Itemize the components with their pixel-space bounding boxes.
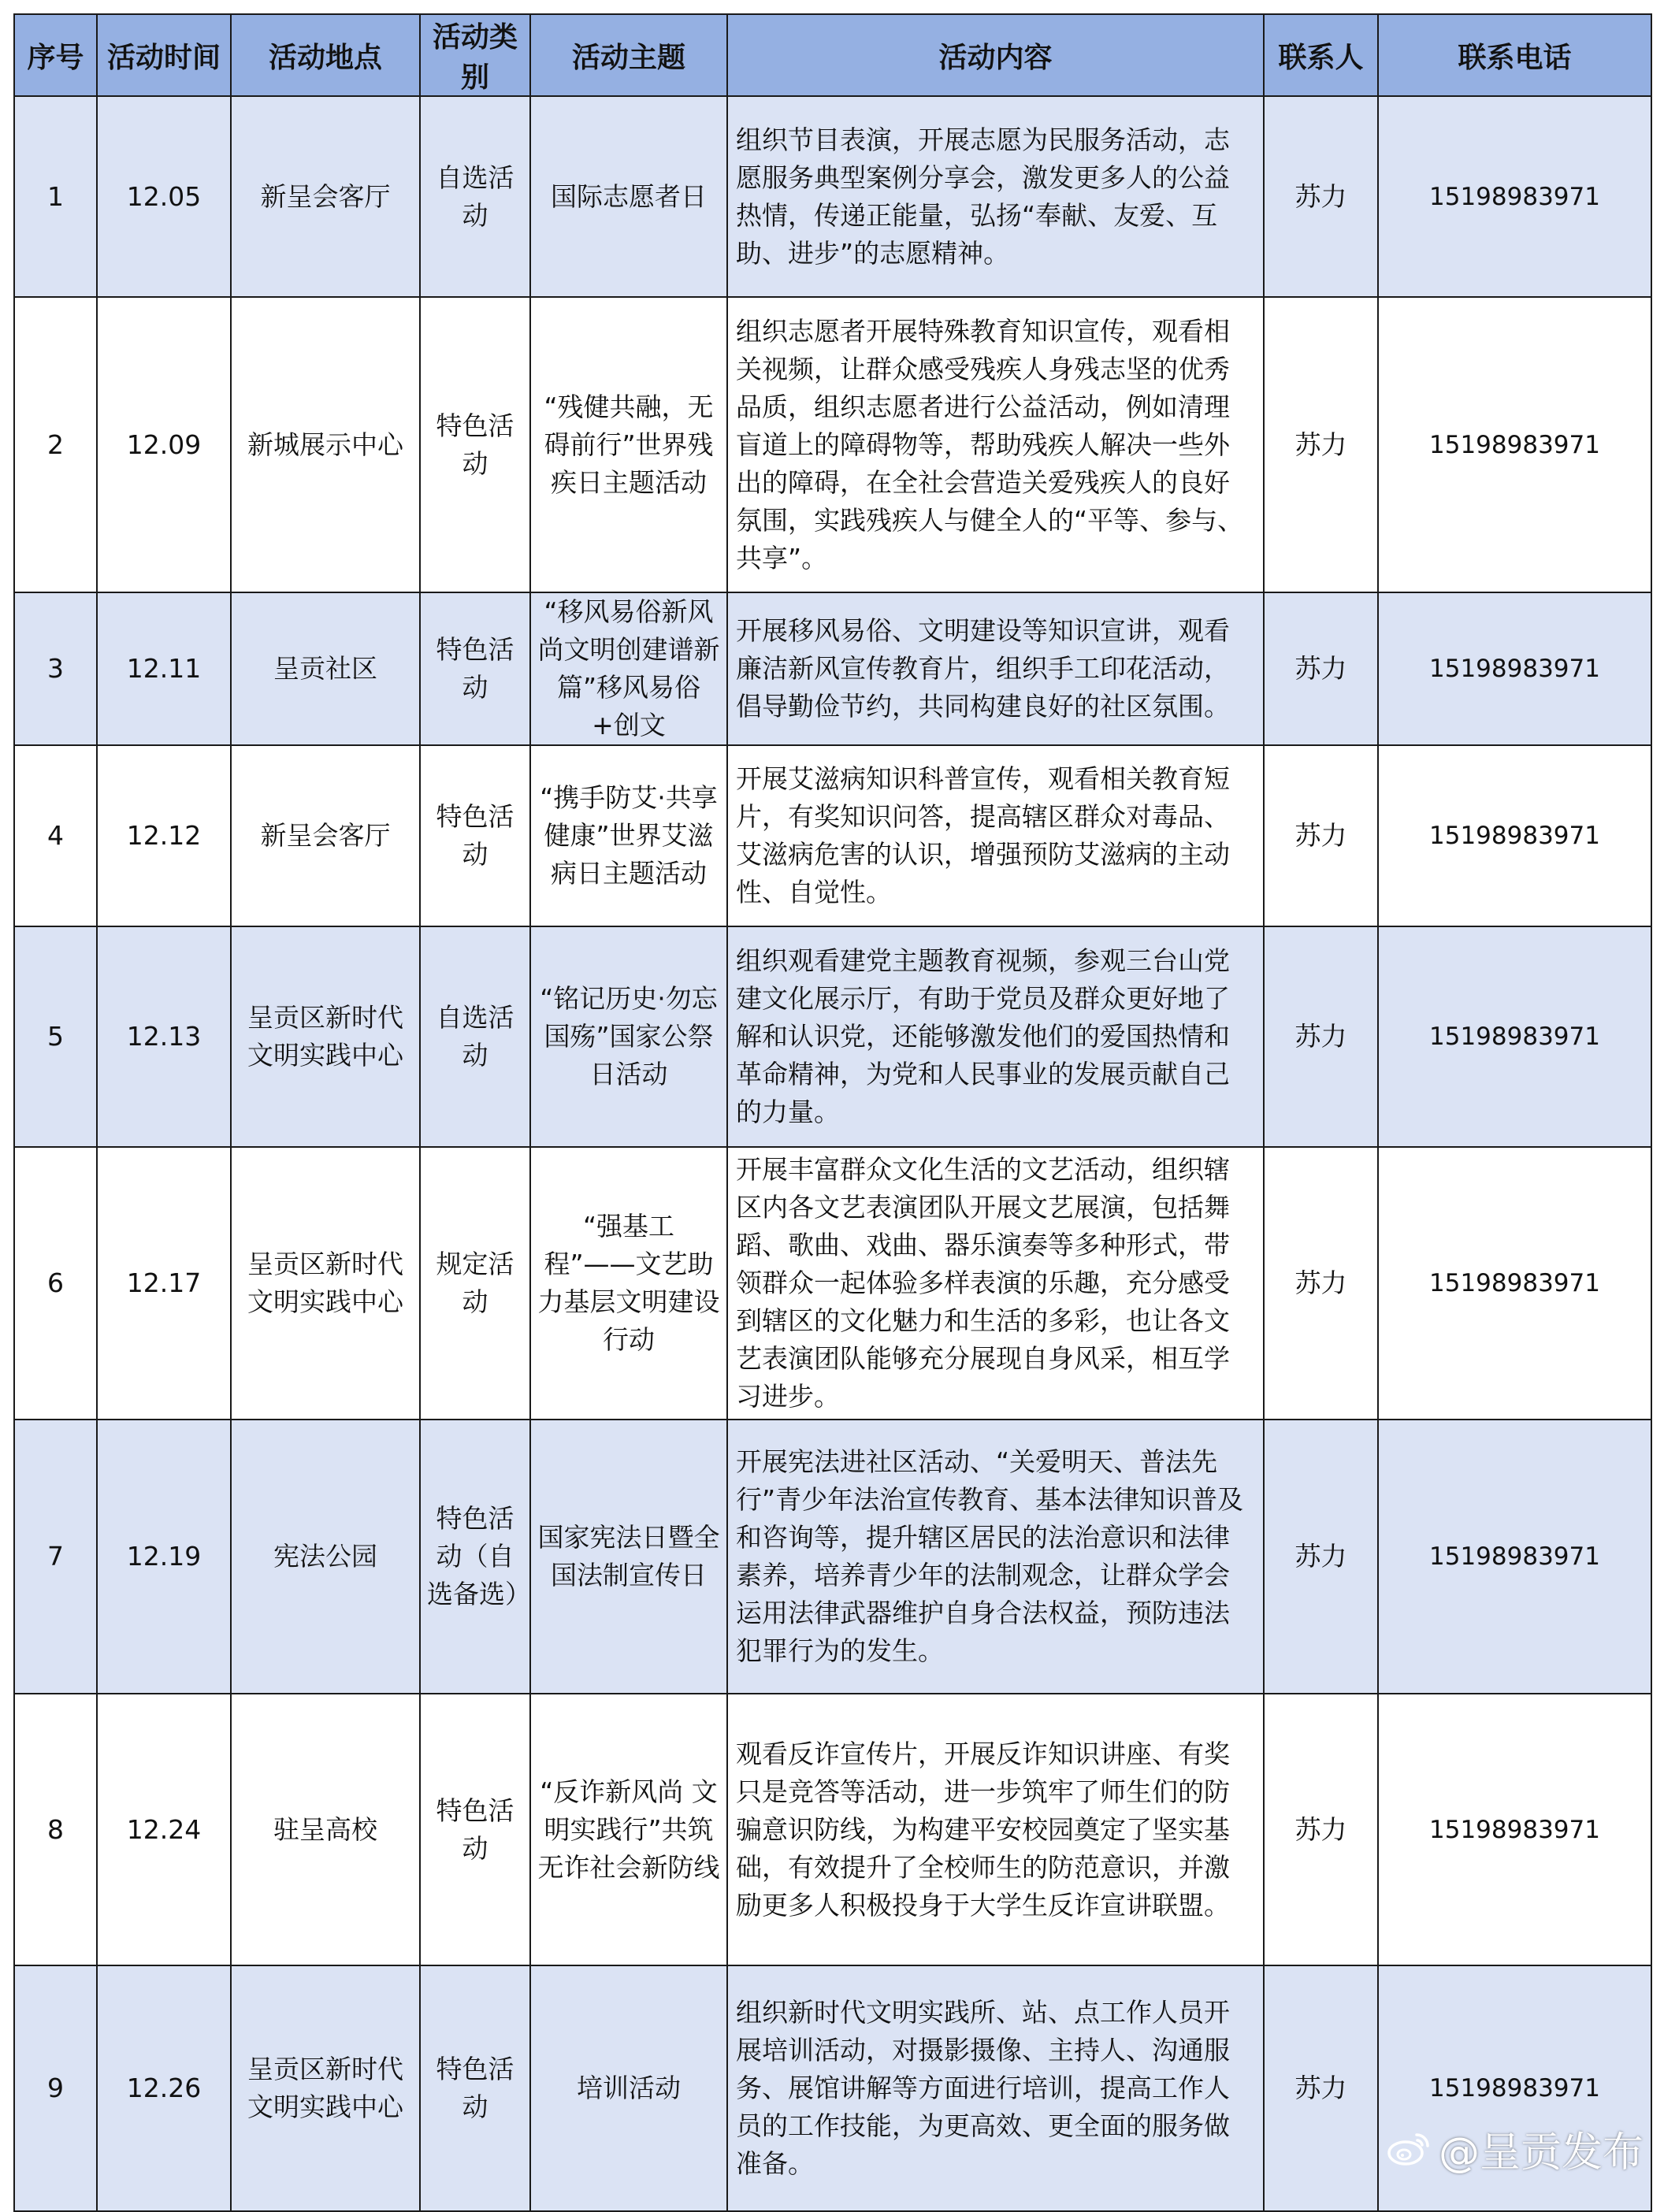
cell-time: 12.05 — [97, 96, 231, 297]
header-theme: 活动主题 — [530, 14, 727, 96]
cell-serial: 2 — [14, 297, 97, 592]
cell-phone: 15198983971 — [1378, 1965, 1651, 2211]
cell-content: 组织观看建党主题教育视频，参观三台山党建文化展示厅，有助于党员及群众更好地了解和认识党，还能够激发他们的爱国热情和革命精神，为党和人民事业的发展贡献自己的力量。 — [727, 926, 1264, 1147]
cell-serial: 8 — [14, 1694, 97, 1965]
activity-schedule-table — [13, 13, 1652, 2212]
cell-theme: 培训活动 — [530, 1965, 727, 2211]
table-row — [14, 1147, 1651, 1420]
cell-phone: 15198983971 — [1378, 926, 1651, 1147]
cell-time: 12.24 — [97, 1694, 231, 1965]
table-row — [14, 1420, 1651, 1694]
header-content: 活动内容 — [727, 14, 1264, 96]
cell-serial: 1 — [14, 96, 97, 297]
cell-content: 开展移风易俗、文明建设等知识宣讲，观看廉洁新风宣传教育片，组织手工印花活动，倡导勤俭节约，共同构建良好的社区氛围。 — [727, 592, 1264, 745]
cell-theme: “残健共融，无碍前行”世界残疾日主题活动 — [530, 297, 727, 592]
header-category: 活动类别 — [420, 14, 530, 96]
cell-serial: 9 — [14, 1965, 97, 2211]
cell-serial: 3 — [14, 592, 97, 745]
cell-phone: 15198983971 — [1378, 1694, 1651, 1965]
cell-theme: “铭记历史·勿忘国殇”国家公祭日活动 — [530, 926, 727, 1147]
cell-theme: “携手防艾·共享健康”世界艾滋病日主题活动 — [530, 745, 727, 926]
cell-contact: 苏力 — [1264, 592, 1378, 745]
cell-category: 自选活动 — [420, 96, 530, 297]
cell-category: 特色活动 — [420, 592, 530, 745]
cell-contact: 苏力 — [1264, 1694, 1378, 1965]
cell-place: 驻呈高校 — [231, 1694, 420, 1965]
cell-phone: 15198983971 — [1378, 745, 1651, 926]
cell-contact: 苏力 — [1264, 96, 1378, 297]
cell-place: 呈贡区新时代文明实践中心 — [231, 926, 420, 1147]
weibo-watermark — [1385, 2123, 1644, 2177]
table-row — [14, 1694, 1651, 1965]
cell-category: 特色活动 — [420, 1965, 530, 2211]
cell-place: 呈贡区新时代文明实践中心 — [231, 1965, 420, 2211]
table-header-row — [14, 14, 1651, 96]
cell-phone: 15198983971 — [1378, 592, 1651, 745]
table-row — [14, 926, 1651, 1147]
cell-category: 特色活动（自选备选） — [420, 1420, 530, 1694]
cell-contact: 苏力 — [1264, 1420, 1378, 1694]
table-row — [14, 96, 1651, 297]
cell-phone: 15198983971 — [1378, 297, 1651, 592]
cell-theme: “强基工程”——文艺助力基层文明建设行动 — [530, 1147, 727, 1420]
cell-theme: 国际志愿者日 — [530, 96, 727, 297]
table-row — [14, 745, 1651, 926]
cell-content: 开展宪法进社区活动、“关爱明天、普法先行”青少年法治宣传教育、基本法律知识普及和咨询等，提升辖区居民的法治意识和法律素养，培养青少年的法制观念，让群众学会运用法律武器维护自身合法权益，预防违法犯罪行为的发生。 — [727, 1420, 1264, 1694]
cell-time: 12.26 — [97, 1965, 231, 2211]
cell-contact: 苏力 — [1264, 926, 1378, 1147]
cell-time: 12.19 — [97, 1420, 231, 1694]
table-row — [14, 592, 1651, 745]
weibo-icon — [1385, 2128, 1432, 2168]
cell-serial: 7 — [14, 1420, 97, 1694]
cell-content: 组织新时代文明实践所、站、点工作人员开展培训活动，对摄影摄像、主持人、沟通服务、展馆讲解等方面进行培训，提高工作人员的工作技能，为更高效、更全面的服务做准备。 — [727, 1965, 1264, 2211]
cell-theme: “反诈新风尚 文明实践行”共筑无诈社会新防线 — [530, 1694, 727, 1965]
cell-place: 呈贡社区 — [231, 592, 420, 745]
header-serial: 序号 — [14, 14, 97, 96]
cell-serial: 5 — [14, 926, 97, 1147]
cell-time: 12.13 — [97, 926, 231, 1147]
cell-contact: 苏力 — [1264, 297, 1378, 592]
header-phone: 联系电话 — [1378, 14, 1651, 96]
cell-phone: 15198983971 — [1378, 96, 1651, 297]
cell-serial: 4 — [14, 745, 97, 926]
cell-category: 特色活动 — [420, 297, 530, 592]
cell-time: 12.09 — [97, 297, 231, 592]
cell-category: 特色活动 — [420, 1694, 530, 1965]
cell-content: 开展艾滋病知识科普宣传，观看相关教育短片，有奖知识问答，提高辖区群众对毒品、艾滋病危害的认识，增强预防艾滋病的主动性、自觉性。 — [727, 745, 1264, 926]
cell-place: 新城展示中心 — [231, 297, 420, 592]
cell-category: 特色活动 — [420, 745, 530, 926]
cell-place: 宪法公园 — [231, 1420, 420, 1694]
cell-place: 呈贡区新时代文明实践中心 — [231, 1147, 420, 1420]
cell-place: 新呈会客厅 — [231, 745, 420, 926]
header-place: 活动地点 — [231, 14, 420, 96]
cell-time: 12.17 — [97, 1147, 231, 1420]
cell-category: 自选活动 — [420, 926, 530, 1147]
cell-content: 组织节目表演，开展志愿为民服务活动，志愿服务典型案例分享会，激发更多人的公益热情，传递正能量，弘扬“奉献、友爱、互助、进步”的志愿精神。 — [727, 96, 1264, 297]
cell-contact: 苏力 — [1264, 1965, 1378, 2211]
cell-theme: “移风易俗新风尚文明创建谱新篇”移风易俗+创文 — [530, 592, 727, 745]
cell-content: 观看反诈宣传片，开展反诈知识讲座、有奖只是竞答等活动，进一步筑牢了师生们的防骗意识防线，为构建平安校园奠定了坚实基础，有效提升了全校师生的防范意识，并激励更多人积极投身于大学生反诈宣讲联盟。 — [727, 1694, 1264, 1965]
cell-phone: 15198983971 — [1378, 1420, 1651, 1694]
cell-time: 12.11 — [97, 592, 231, 745]
cell-content: 开展丰富群众文化生活的文艺活动，组织辖区内各文艺表演团队开展文艺展演，包括舞蹈、歌曲、戏曲、器乐演奏等多种形式，带领群众一起体验多样表演的乐趣，充分感受到辖区的文化魅力和生活的多彩，也让各文艺表演团队能够充分展现自身风采，相互学习进步。 — [727, 1147, 1264, 1420]
header-contact: 联系人 — [1264, 14, 1378, 96]
cell-place: 新呈会客厅 — [231, 96, 420, 297]
table-row — [14, 1965, 1651, 2211]
cell-category: 规定活动 — [420, 1147, 530, 1420]
cell-theme: 国家宪法日暨全国法制宣传日 — [530, 1420, 727, 1694]
header-time: 活动时间 — [97, 14, 231, 96]
watermark-text: @呈贡发布 — [1438, 2128, 1644, 2177]
table-row — [14, 297, 1651, 592]
cell-content: 组织志愿者开展特殊教育知识宣传，观看相关视频，让群众感受残疾人身残志坚的优秀品质，组织志愿者进行公益活动，例如清理盲道上的障碍物等，帮助残疾人解决一些外出的障碍，在全社会营造关爱残疾人的良好氛围，实践残疾人与健全人的“平等、参与、共享”。 — [727, 297, 1264, 592]
cell-contact: 苏力 — [1264, 745, 1378, 926]
cell-serial: 6 — [14, 1147, 97, 1420]
cell-contact: 苏力 — [1264, 1147, 1378, 1420]
cell-time: 12.12 — [97, 745, 231, 926]
cell-phone: 15198983971 — [1378, 1147, 1651, 1420]
